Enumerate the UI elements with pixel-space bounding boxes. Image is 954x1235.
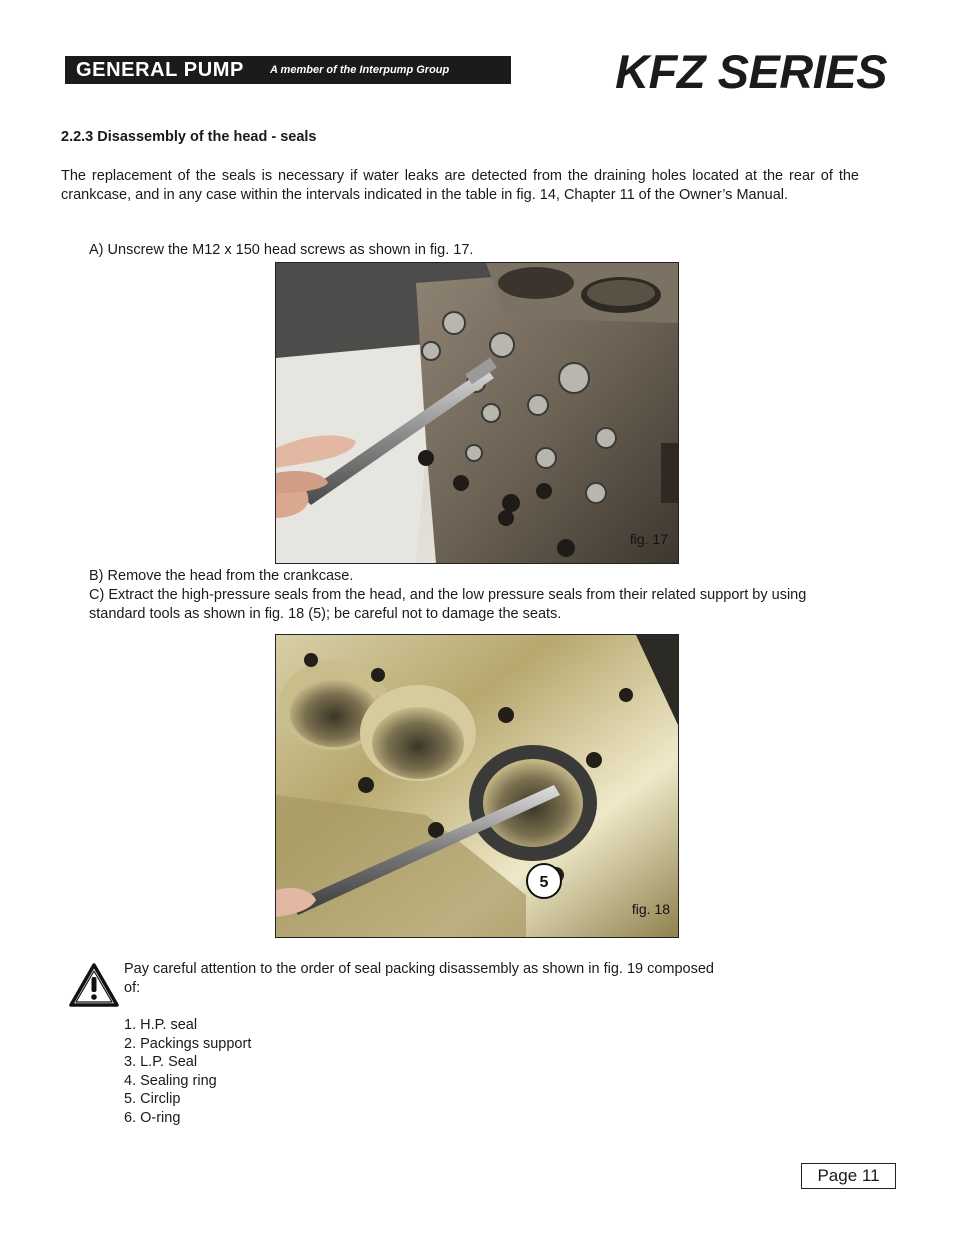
photo-seal-extraction-icon — [276, 635, 678, 937]
step-a: A) Unscrew the M12 x 150 head screws as shown in fig. 17. — [89, 242, 474, 258]
figure-17 — [275, 262, 679, 564]
section-heading: 2.2.3 Disassembly of the head - seals — [61, 129, 317, 145]
figure-18 — [275, 634, 679, 938]
brand-tagline: A member of the Interpump Group — [269, 64, 450, 76]
figure-17-caption: fig. 17 — [629, 531, 668, 547]
list-item: 2. Packings support — [124, 1035, 252, 1052]
warning-triangle-icon — [68, 962, 120, 1008]
seal-parts-list — [124, 1016, 251, 1128]
photo-head-screws-icon — [276, 263, 678, 563]
callout-label: 5 — [539, 874, 549, 891]
list-item: 6. O-ring — [124, 1109, 181, 1126]
list-item: 1. H.P. seal — [124, 1017, 198, 1033]
step-c: C) Extract the high-pressure seals from the head, and the low pressure seals from their related support by using standard tools as shown in fig. 18 (5); be careful not to damage the seats. — [89, 587, 807, 622]
series-title: KFZ SERIES — [615, 45, 887, 98]
brand-bar — [65, 56, 511, 84]
figure-18-caption: fig. 18 — [631, 901, 670, 917]
step-b: B) Remove the head from the crankcase. — [89, 568, 354, 584]
intro-paragraph: The replacement of the seals is necessary if water leaks are detected from the draining holes located at the rear of the crankcase, and in any case within the intervals indicated in the table in fig. 14, Chapter 11 of the Owner’s Manual. — [61, 168, 859, 203]
list-item: 3. L.P. Seal — [124, 1054, 198, 1071]
brand-name: GENERAL PUMP — [76, 58, 244, 81]
list-item: 5. Circlip — [124, 1091, 181, 1108]
page-number: Page 11 — [801, 1163, 896, 1189]
list-item: 4. Sealing ring — [124, 1072, 217, 1089]
warning-text: Pay careful attention to the order of seal packing disassembly as shown in fig. 19 composed of: — [124, 961, 714, 996]
